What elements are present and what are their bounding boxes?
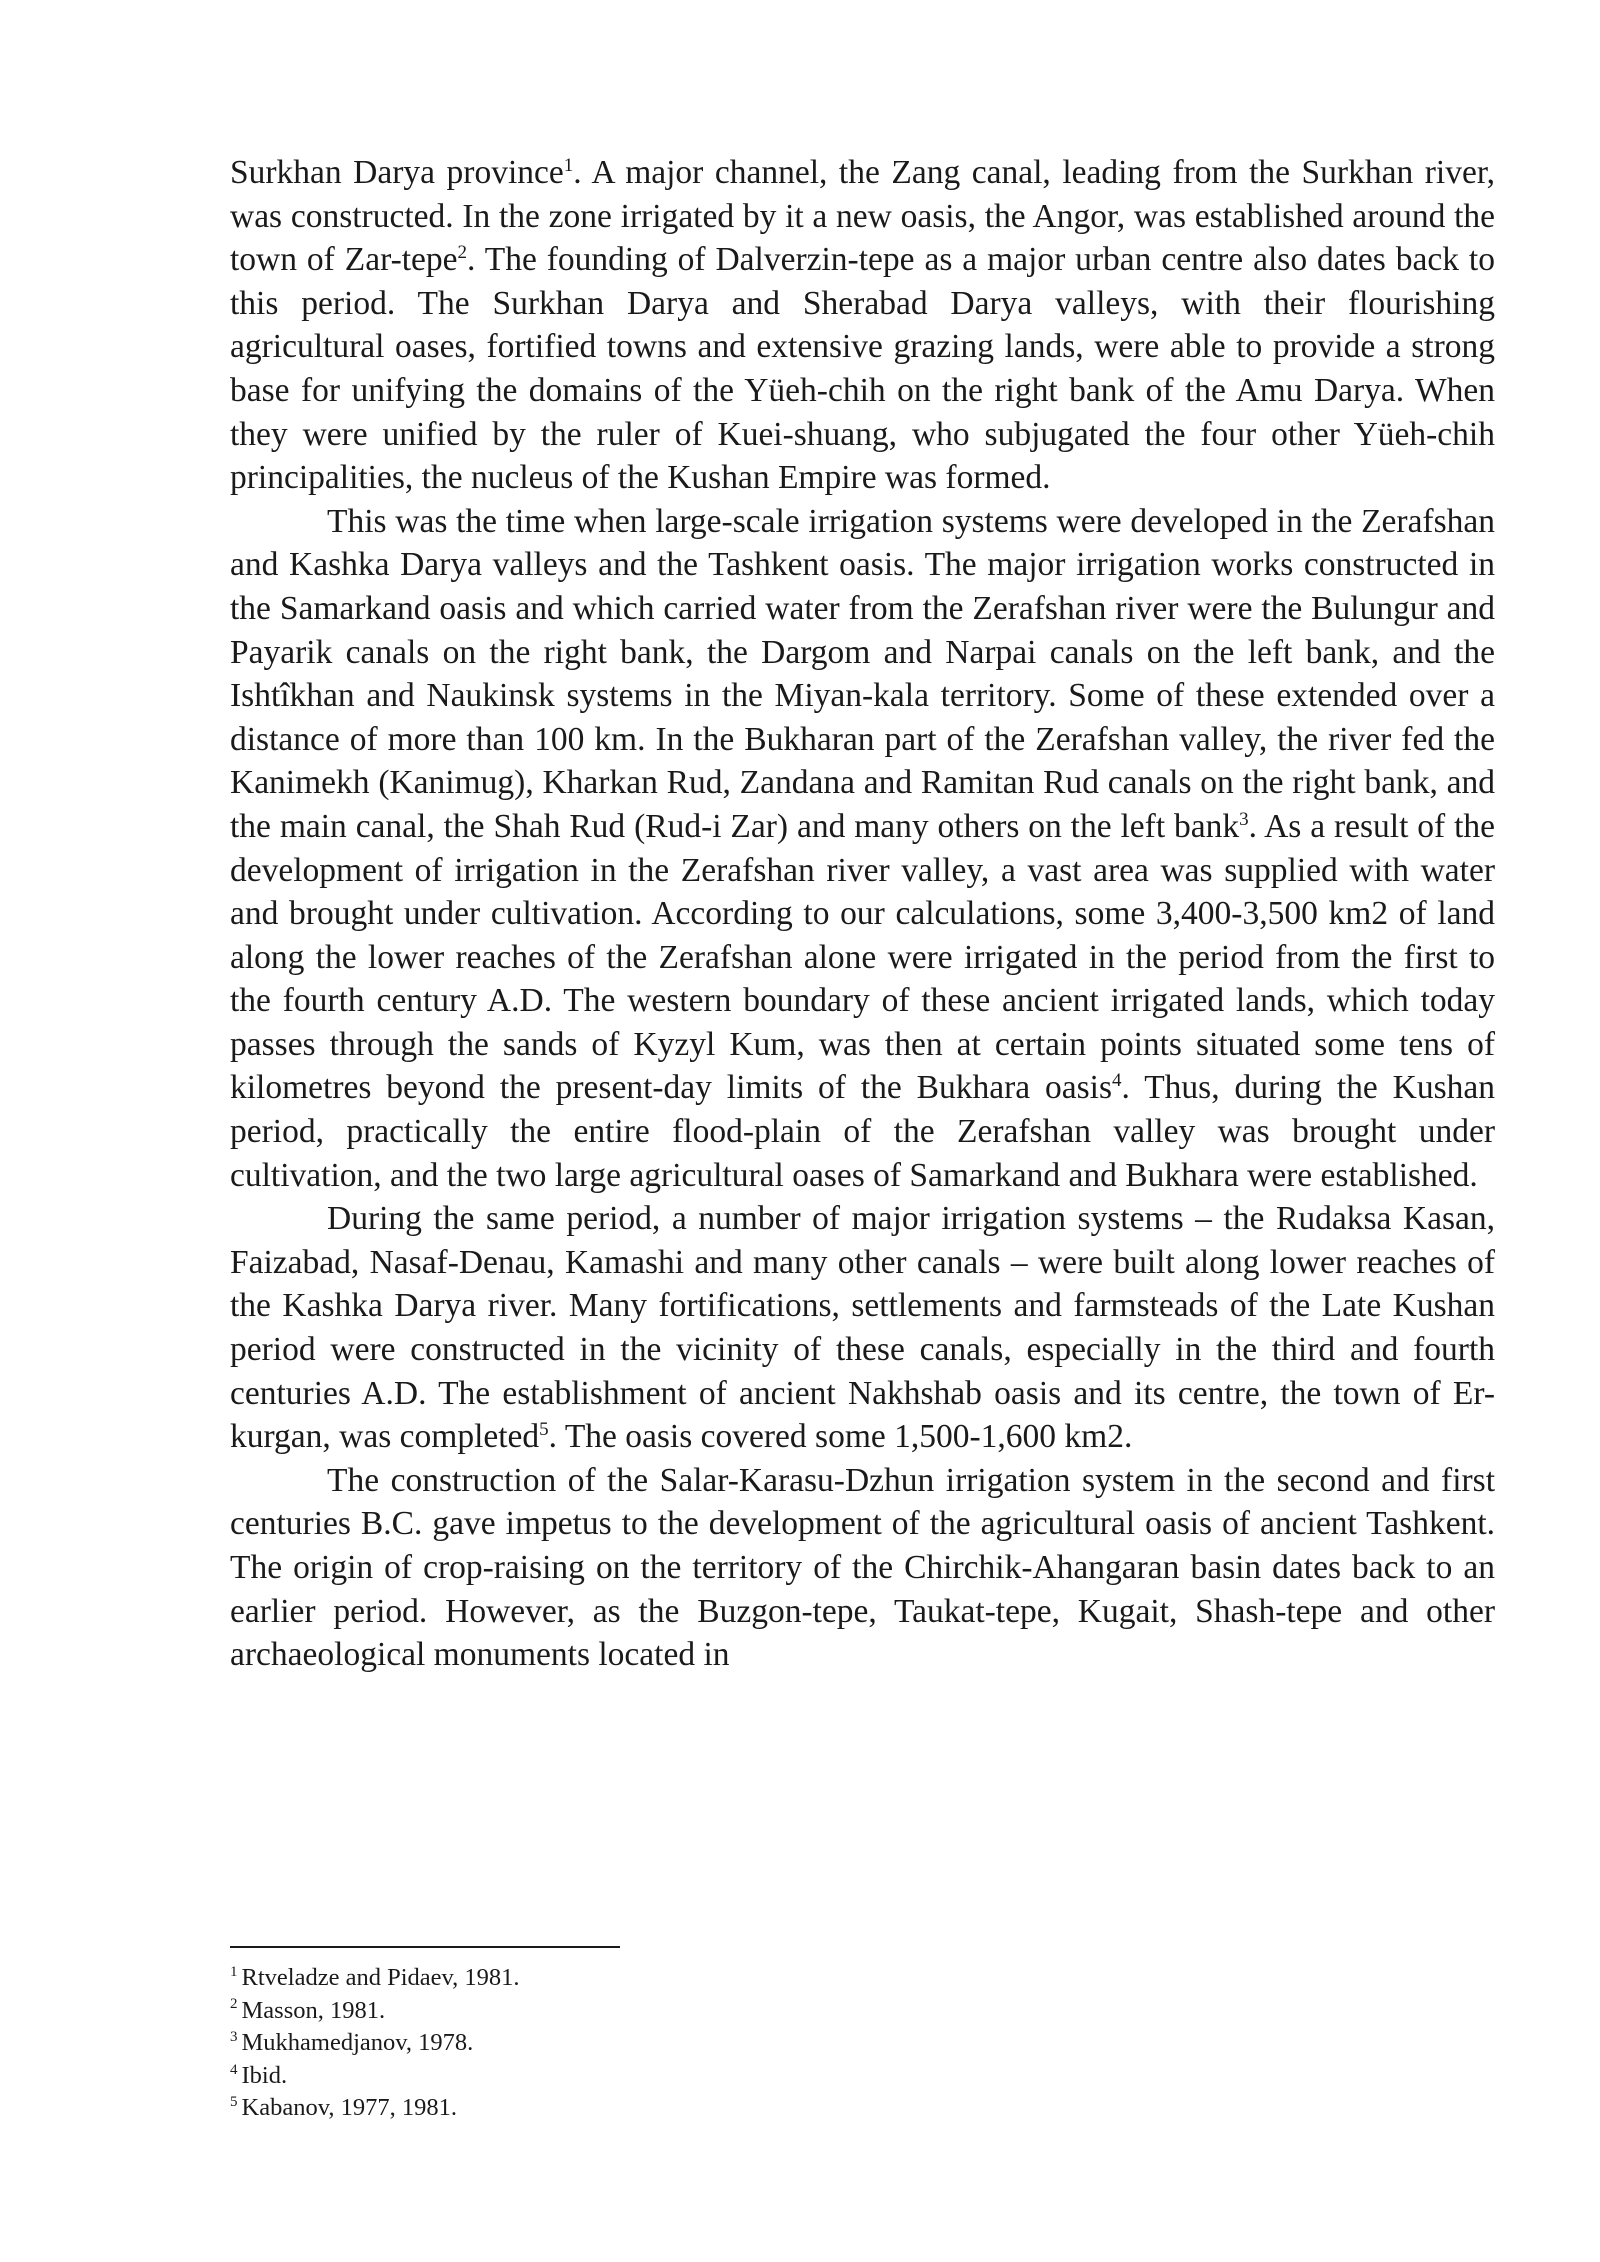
footnote: [230, 1962, 930, 1995]
footnote-separator: [230, 1946, 620, 1948]
footnote: [230, 2092, 930, 2125]
paragraph-text: . The founding of Dalverzin-tepe as a major urban centre also dates back to this period. The Surkhan Darya and Sherabad Darya valleys, with their flourishing agricultural oases, fortified towns and extensive grazing lands, were able to provide a strong base for unifying the domains of the Yüeh-chih on the right bank of the Amu Darya. When they were unified by the ruler of Kuei-shuang, who subjugated the four other Yüeh-chih principalities, the nucleus of the Kushan Empire was formed.: [230, 241, 1495, 497]
footnote-reference[interactable]: 5: [539, 1419, 549, 1441]
footnote-reference[interactable]: 4: [1112, 1070, 1122, 1092]
footnote-text: Ibid.: [241, 2061, 288, 2089]
footnote-text: Masson, 1981.: [241, 1996, 386, 2024]
footnote: [230, 2060, 930, 2093]
footnote-reference[interactable]: 1: [563, 154, 574, 176]
footnote-mark: 4: [230, 2061, 238, 2078]
paragraph-text: . A major channel, the Zang canal, leading from the Surkhan river, was constructed. In the zone irrigated by it a new oasis, the Angor, was established around the town of Zar-tepe: [230, 154, 1496, 279]
paragraph-text: . As a result of the development of irrigation in the Zerafshan river valley, a vast area was supplied with water and brought under cultivation. According to our calculations, some 3,400-3,500 km2 of land along the lower reaches of the Zerafshan alone were irrigated in the period from the first to the fourth century A.D. The western boundary of these ancient irrigated lands, which today passes through the sands of Kyzyl Kum, was then at certain points situated some tens of kilometres beyond the present-day limits of the Bukhara oasis: [230, 807, 1495, 1107]
paragraph-text: This was the time when large-scale irrigation systems were developed in the Zerafshan and Kashka Darya valleys and the Tashkent oasis. The major irrigation works constructed in the Samarkand oasis and which carried water from the Zerafshan river were the Bulungur and Payarik canals on the right bank, the Dargom and Narpai canals on the left bank, and the Ishtîkhan and Naukinsk systems in the Miyan-kala territory. Some of these extended over a distance of more than 100 km. In the Bukharan part of the Zerafshan valley, the river fed the Kanimekh (Kanimug), Kharkan Rud, Zandana and Ramitan Rud canals on the right bank, and the main canal, the Shah Rud (Rud-i Zar) and many others on the left bank: [230, 502, 1495, 845]
paragraph-text: During the same period, a number of major irrigation systems – the Rudaksa Kasan, Faizabad, Nasaf-Denau, Kamashi and many other canals – were built along lower reaches of the Kashka Darya river. Many fortifications, settlements and farmsteads of the Late Kushan period were constructed in the vicinity of these canals, especially in the third and fourth centuries A.D. The establishment of ancient Nakhshab oasis and its centre, the town of Er-kurgan, was completed: [230, 1200, 1495, 1456]
footnote: [230, 2027, 930, 2060]
paragraph: [230, 1459, 1495, 1677]
footnote: [230, 1995, 930, 2028]
footnote-text: Kabanov, 1977, 1981.: [241, 2094, 457, 2122]
footnote-mark: 3: [230, 2029, 238, 2046]
footnote-mark: 5: [230, 2094, 238, 2111]
paragraph: [230, 500, 1495, 1198]
paragraph-text: The construction of the Salar-Karasu-Dzhun irrigation system in the second and first centuries B.C. gave impetus to the development of the agricultural oasis of ancient Tashkent. The origin of crop-raising on the territory of the Chirchik-Ahangaran basin dates back to an earlier period. However, as the Buzgon-tepe, Taukat-tepe, Kugait, Shash-tepe and other archaeological monuments located in: [230, 1461, 1495, 1674]
paragraph-text: . Thus, during the Kushan period, practically the entire flood-plain of the Zerafshan valley was brought under cultivation, and the two large agricultural oases of Samarkand and Bukhara were established.: [230, 1069, 1495, 1194]
footnote-mark: 1: [230, 1963, 238, 1980]
paragraph-text: . The oasis covered some 1,500-1,600 km2.: [548, 1418, 1133, 1456]
footnote-reference[interactable]: 2: [457, 242, 468, 264]
footnote-text: Mukhamedjanov, 1978.: [241, 2029, 474, 2057]
paragraph: [230, 151, 1495, 500]
footnote-mark: 2: [230, 1996, 238, 2013]
footnote-reference[interactable]: 3: [1239, 808, 1249, 830]
footnote-text: Rtveladze and Pidaev, 1981.: [241, 1964, 520, 1991]
paragraph-text: Surkhan Darya province: [230, 154, 564, 191]
paragraph: [230, 1197, 1495, 1459]
footnotes: [230, 1962, 930, 2125]
page-body: [230, 151, 1495, 1677]
